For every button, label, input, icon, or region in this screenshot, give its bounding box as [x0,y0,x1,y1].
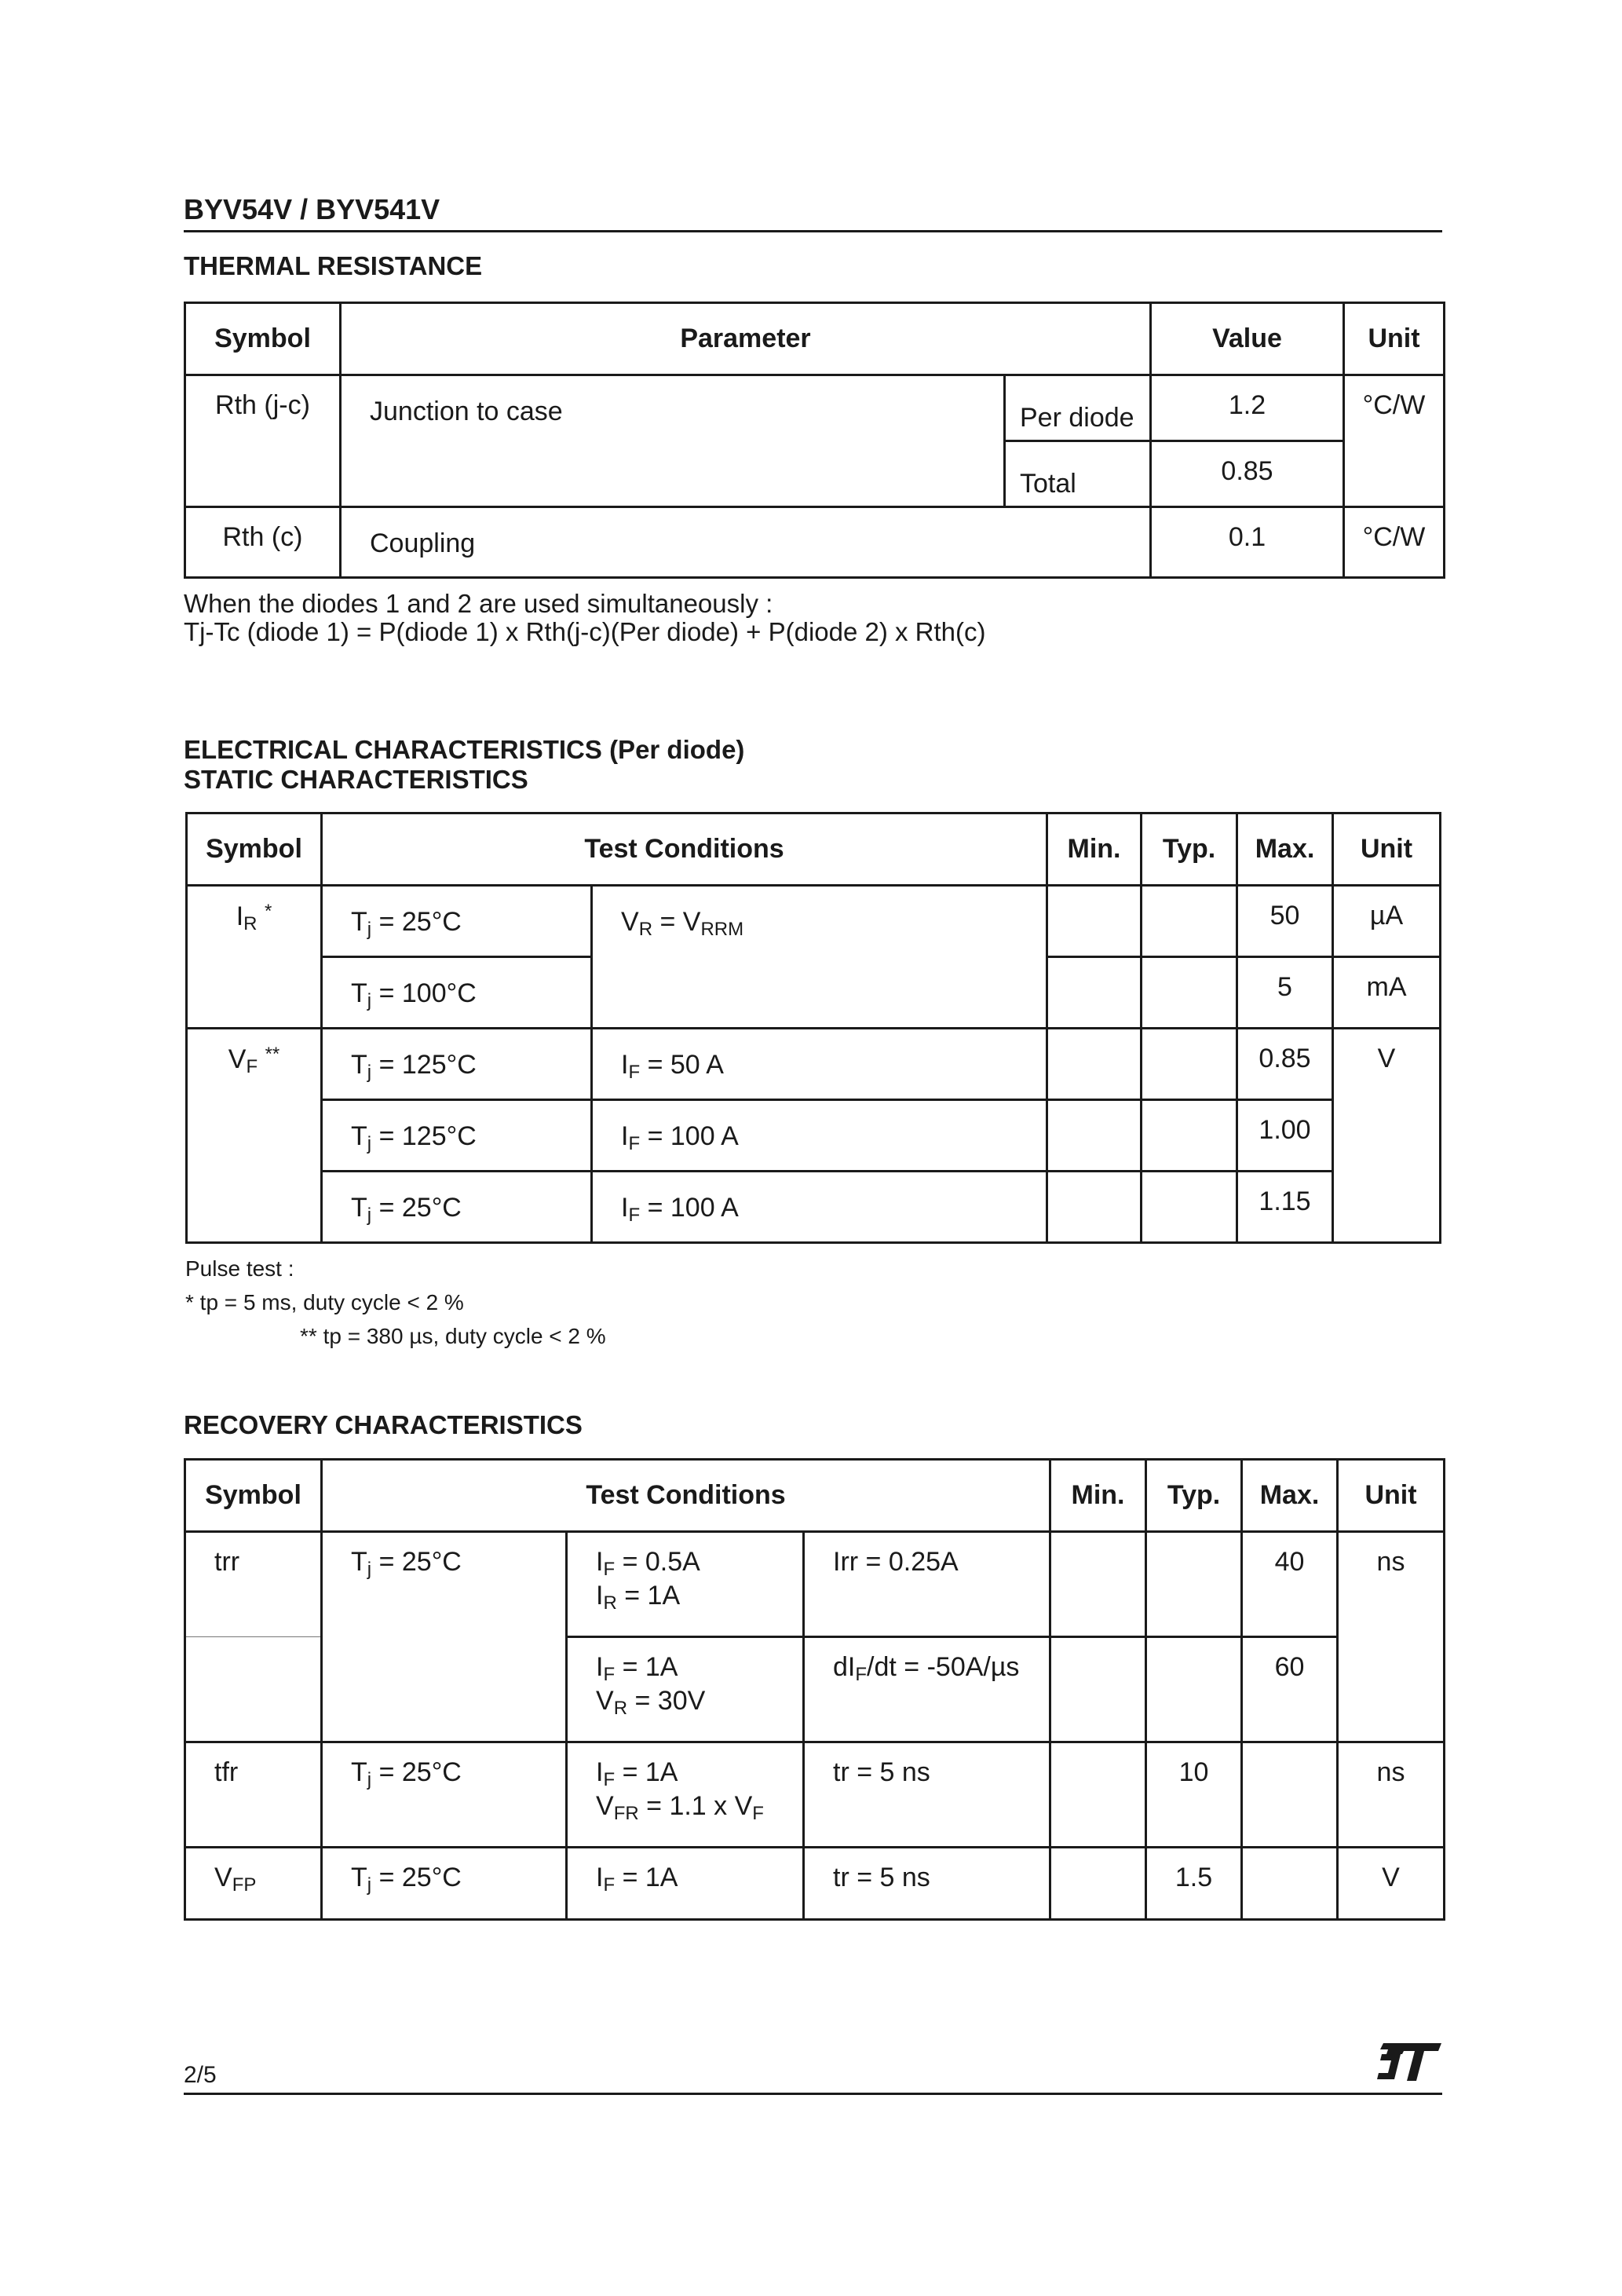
static-heading: STATIC CHARACTERISTICS [184,765,528,794]
trr-cond-if-ir: $I_F = 0.5A$ $I_R = 1A$ [567,1532,804,1637]
symbol-trr-blank [185,1637,322,1742]
tfr-typ: 10 [1146,1742,1242,1848]
param-junction-to-case: Junction to case [341,375,1005,507]
symbol-vf: $V_F$ ** [187,1029,322,1243]
ir-unit-2: mA [1333,957,1441,1029]
ir-max-2: 5 [1237,957,1333,1029]
col-min: Min. [1050,1460,1146,1532]
col-unit: Unit [1344,303,1445,375]
col-test-conditions: Test Conditions [322,813,1047,886]
pulse-test-label: Pulse test : [185,1256,294,1281]
col-parameter: Parameter [341,303,1151,375]
pulse-test-2: ** tp = 380 µs, duty cycle < 2 % [300,1324,606,1348]
cond-tj-125-a: $T_j = 125^\circ C$ [322,1029,592,1100]
unit-rth-jc: °C/W [1344,375,1445,507]
cond-if-100-a: $I_F = 100$ A [592,1100,1047,1172]
param-per-diode: Per diode [1005,375,1151,441]
symbol-trr: trr [185,1532,322,1637]
param-coupling: Coupling [341,507,1151,578]
tfr-cond-if-vfr: $I_F = 1A$ $V_{FR} = 1.1$ x $V_F$ [567,1742,804,1848]
title-rule [184,230,1442,232]
vfp-min [1050,1848,1146,1920]
value-per-diode: 1.2 [1151,375,1344,441]
col-symbol: Symbol [187,813,322,886]
vf-typ-2 [1142,1100,1237,1172]
vf-typ-3 [1142,1172,1237,1243]
recovery-characteristics-table [184,1458,1445,1921]
vfp-cond-tr: tr = 5 ns [804,1848,1050,1920]
tfr-max [1242,1742,1338,1848]
trr-typ-1 [1146,1532,1242,1637]
tfr-min [1050,1742,1146,1848]
unit-rth-c: °C/W [1344,507,1445,578]
vfp-unit: V [1338,1848,1445,1920]
vf-min-3 [1047,1172,1142,1243]
thermal-note-2: Tj-Tc (diode 1) = P(diode 1) x Rth(j-c)(Per diode) + P(diode 2) x Rth(c) [184,617,986,646]
param-total: Total [1005,441,1151,507]
trr-max-2: 60 [1242,1637,1338,1742]
tfr-unit: ns [1338,1742,1445,1848]
col-symbol: Symbol [185,1460,322,1532]
vfp-max [1242,1848,1338,1920]
vfp-cond-if: $I_F = 1A$ [567,1848,804,1920]
ir-typ-1 [1142,886,1237,957]
recovery-heading: RECOVERY CHARACTERISTICS [184,1410,583,1439]
col-unit: Unit [1338,1460,1445,1532]
symbol-tfr: tfr [185,1742,322,1848]
ir-min-2 [1047,957,1142,1029]
cond-if-100-b: $I_F = 100$ A [592,1172,1047,1243]
col-min: Min. [1047,813,1142,886]
col-test-conditions: Test Conditions [322,1460,1050,1532]
col-max: Max. [1237,813,1333,886]
col-value: Value [1151,303,1344,375]
vf-max-1: 0.85 [1237,1029,1333,1100]
vf-max-2: 1.00 [1237,1100,1333,1172]
cond-tj-125-b: $T_j = 125^\circ C$ [322,1100,592,1172]
ir-typ-2 [1142,957,1237,1029]
trr-cond-dif-dt: $dI_F/dt = -50A/\mu s$ [804,1637,1050,1742]
trr-cond-irr: Irr = 0.25A [804,1532,1050,1637]
cond-tj-25: $T_j = 25^\circ C$ [322,886,592,957]
trr-min-1 [1050,1532,1146,1637]
page-number: 2/5 [184,2062,217,2088]
symbol-vfp: $V_{FP}$ [185,1848,322,1920]
vfp-tj: $T_j = 25^\circ C$ [322,1848,567,1920]
cond-if-50: $I_F = 50$ A [592,1029,1047,1100]
pulse-test-1: * tp = 5 ms, duty cycle < 2 % [185,1290,464,1314]
static-characteristics-table [185,812,1441,1244]
col-unit: Unit [1333,813,1441,886]
thermal-note-1: When the diodes 1 and 2 are used simultaneously : [184,589,773,618]
value-total: 0.85 [1151,441,1344,507]
col-max: Max. [1242,1460,1338,1532]
footer-rule [184,2093,1442,2095]
ir-max-1: 50 [1237,886,1333,957]
col-typ: Typ. [1142,813,1237,886]
electrical-heading: ELECTRICAL CHARACTERISTICS (Per diode) [184,735,745,764]
vfp-typ: 1.5 [1146,1848,1242,1920]
ir-min-1 [1047,886,1142,957]
value-coupling: 0.1 [1151,507,1344,578]
trr-max-1: 40 [1242,1532,1338,1637]
trr-unit: ns [1338,1532,1445,1742]
vf-min-1 [1047,1029,1142,1100]
symbol-rth-c: Rth (c) [185,507,341,578]
symbol-ir: $I_R$ * [187,886,322,1029]
trr-min-2 [1050,1637,1146,1742]
tfr-cond-tr: tr = 5 ns [804,1742,1050,1848]
col-typ: Typ. [1146,1460,1242,1532]
ir-unit-1: µA [1333,886,1441,957]
trr-cond-if-vr: $I_F = 1A$ $V_R = 30V$ [567,1637,804,1742]
cond-tj-25-b: $T_j = 25^\circ C$ [322,1172,592,1243]
col-symbol: Symbol [185,303,341,375]
document-title: BYV54V / BYV541V [184,193,440,225]
trr-tj: $T_j = 25^\circ C$ [322,1532,567,1742]
vf-max-3: 1.15 [1237,1172,1333,1243]
cond-tj-100: $T_j = 100^\circ C$ [322,957,592,1029]
thermal-heading: THERMAL RESISTANCE [184,251,483,280]
vf-typ-1 [1142,1029,1237,1100]
st-logo [1375,2042,1443,2082]
thermal-resistance-table [184,302,1445,579]
vf-unit: V [1333,1029,1441,1243]
vf-min-2 [1047,1100,1142,1172]
cond-vr-vrrm: $V_R = V_{RRM}$ [592,886,1047,1029]
tfr-tj: $T_j = 25^\circ C$ [322,1742,567,1848]
symbol-rth-jc: Rth (j-c) [185,375,341,507]
trr-typ-2 [1146,1637,1242,1742]
